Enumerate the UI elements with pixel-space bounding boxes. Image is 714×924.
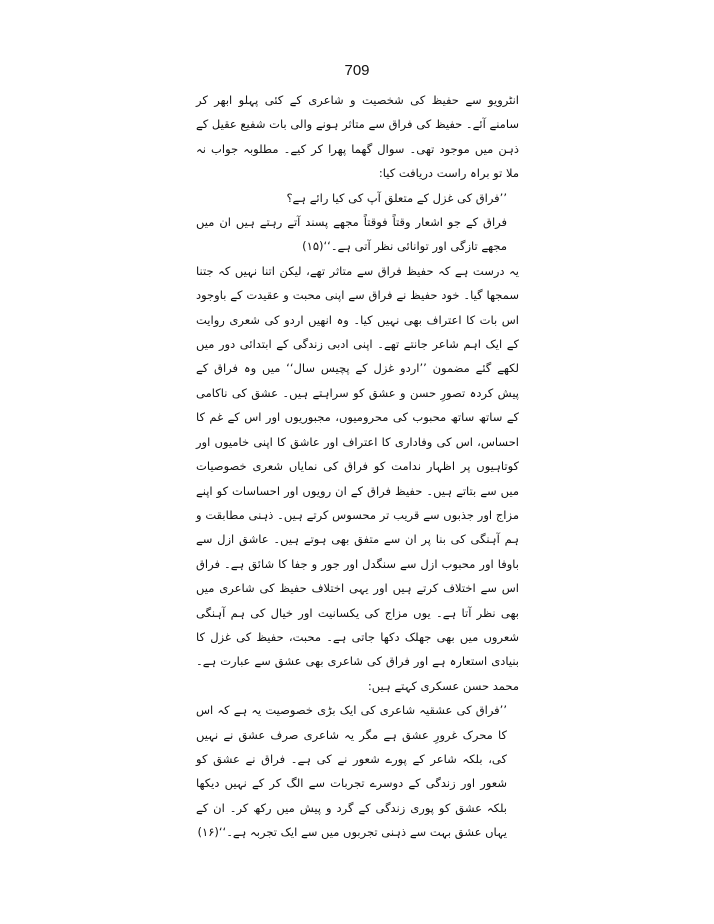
- quote-answer: فراق کے جو اشعار وقتاً فوقتاً مجھے پسند آتے رہتے ہیں ان میں مجھے تازگی اور توانائی نظر آتی ہے۔‘‘(۱۵): [196, 215, 507, 254]
- paragraph-analysis: یہ درست ہے کہ حفیظ فراق سے متاثر تھے، لیکن اتنا نہیں کہ جتنا سمجھا گیا۔ خود حفیظ نے فراق سے اپنی محبت و عقیدت کے باوجود اس بات کا اعتراف بھی نہیں کیا۔ وہ انھیں اردو کی شعری روایت کے ایک اہم شاعر جانتے تھے۔ اپنی ادبی زندگی کے ابتدائی دور میں لکھے گئے مضمون ’’اردو غزل کے پچیس سال‘‘ میں وہ فراق کے پیش کردہ تصورِ حسن و عشق کو سراہتے ہیں۔ عشق کی ناکامی کے ساتھ ساتھ محبوب کی محرومیوں، مجبوریوں اور اس کے غم کا احساس، اس کی وفاداری کا اعتراف اور عاشق کا اپنی خامیوں اور کوتاہیوں پر اظہار ندامت کو فراق کی نمایاں شعری خصوصیات میں سے بتاتے ہیں۔ حفیظ فراق کے ان رویوں اور احساسات کو اپنے مزاج اور جذبوں سے قریب تر محسوس کرتے ہیں۔ ذہنی مطابقت و ہم آہنگی کی بنا پر ان سے متفق بھی ہوتے ہیں۔ عاشق ازل سے باوفا اور محبوب ازل سے سنگدل اور جور و جفا کا شائق ہے۔ فراق اس سے اختلاف کرتے ہیں اور یہی اختلاف حفیظ کی شاعری میں بھی نظر آتا ہے۔ یوں مزاج کی یکسانیت اور خیال کی ہم آہنگی شعروں میں بھی جھلک دکھا جاتی ہے۔ محبت، حفیظ کی غزل کا بنیادی استعارہ ہے اور فراق کی شاعری بھی عشق سے عبارت ہے۔ محمد حسن عسکری کہتے ہیں:: [196, 263, 519, 693]
- main-text: [196, 88, 519, 845]
- quote-askari: ’’فراق کی عشقیہ شاعری کی ایک بڑی خصوصیت یہ ہے کہ اس کا محرک غرورِ عشق ہے مگر یہ شاعری صرف عشق نے نہیں کی، بلکہ شاعر کے پورے شعور نے کی ہے۔ فراق نے عشق کو شعور اور زندگی کے دوسرے تجربات سے الگ کر کے نہیں دیکھا بلکہ عشق کو پوری زندگی کے گرد و پیش میں رکھ کر۔ ان کے یہاں عشق بہت سے ذہنی تجربوں میں سے ایک تجربہ ہے۔‘‘(۱۶): [196, 703, 507, 840]
- page-number: 709: [344, 62, 370, 79]
- paragraph-interview-intro: انٹرویو سے حفیظ کی شخصیت و شاعری کے کئی پہلو ابھر کر سامنے آئے۔ حفیظ کی فراق سے متاثر ہونے والی بات شفیع عقیل کے ذہن میں موجود تھی۔ سوال گھما پھرا کر کیے۔ مطلوبہ جواب نہ ملا تو براہ راست دریافت کیا:: [196, 93, 519, 181]
- quote-question: ’’فراق کی غزل کے متعلق آپ کی کیا رائے ہے؟: [286, 190, 507, 205]
